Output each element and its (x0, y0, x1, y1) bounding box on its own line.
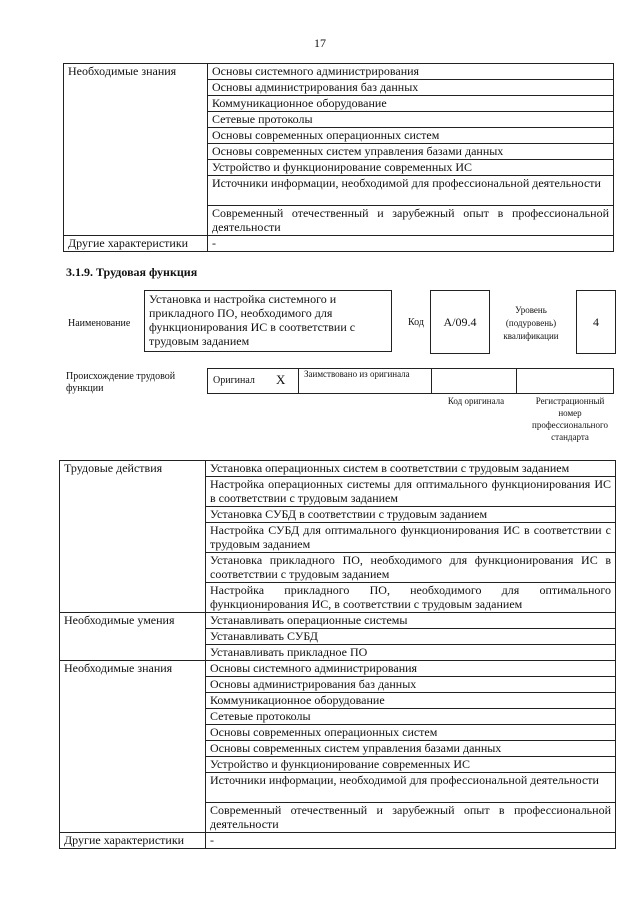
skill-item: Устанавливать операционные системы (206, 613, 616, 629)
name-label: Наименование (68, 318, 131, 329)
action-item: Настройка операционных системы для оптимального функционирования ИС в соответствии с трудовым заданием (206, 477, 616, 507)
code-original-label: Код оригинала (447, 396, 505, 406)
knowledge-label: Необходимые знания (64, 64, 208, 236)
knowledge-item: Источники информации, необходимой для профессиональной деятельности (208, 176, 614, 206)
action-item: Установка прикладного ПО, необходимого для функционирования ИС в соответствии с трудовым заданием (206, 553, 616, 583)
other-value: - (208, 236, 614, 252)
actions-label: Трудовые действия (60, 461, 206, 613)
knowledge-item: Основы современных систем управления базами данных (206, 741, 616, 757)
knowledge-item: Современный отечественный и зарубежный опыт в профессиональной деятельности (206, 803, 616, 833)
reg-number-box (516, 368, 614, 394)
other-label: Другие характеристики (60, 833, 206, 849)
function-name: Установка и настройка системного и прикладного ПО, необходимого для функционирования ИС в соответствии с трудовым заданием (144, 290, 392, 352)
original-mark: X (276, 372, 286, 387)
knowledge-label: Необходимые знания (60, 661, 206, 833)
knowledge-item: Сетевые протоколы (208, 112, 614, 128)
code-label: Код (408, 317, 424, 328)
borrowed-label: Заимствовано из оригинала (304, 369, 410, 379)
knowledge-item: Основы современных систем управления базами данных (208, 144, 614, 160)
knowledge-item: Сетевые протоколы (206, 709, 616, 725)
level-label: Уровень (подуровень) квалификации (503, 305, 559, 341)
action-item: Настройка СУБД для оптимального функционирования ИС в соответствии с трудовым заданием (206, 523, 616, 553)
section-title: 3.1.9. Трудовая функция (66, 265, 198, 279)
action-item: Установка СУБД в соответствии с трудовым заданием (206, 507, 616, 523)
knowledge-item: Основы администрирования баз данных (208, 80, 614, 96)
original-label: Оригинал (213, 375, 255, 386)
code-original-box (431, 368, 517, 394)
skill-item: Устанавливать СУБД (206, 629, 616, 645)
other-label: Другие характеристики (64, 236, 208, 252)
knowledge-item: Источники информации, необходимой для профессиональной деятельности (206, 773, 616, 803)
main-table (59, 460, 616, 849)
page-number: 17 (314, 36, 326, 50)
code-value: A/09.4 (430, 290, 490, 354)
action-item: Настройка прикладного ПО, необходимого для оптимального функционирования ИС, в соответствии с трудовым заданием (206, 583, 616, 613)
action-item: Установка операционных систем в соответствии с трудовым заданием (206, 461, 616, 477)
reg-number-label: Регистрационный номер профессионального стандарта (532, 396, 608, 442)
skills-label: Необходимые умения (60, 613, 206, 661)
knowledge-item: Коммуникационное оборудование (208, 96, 614, 112)
knowledge-item: Устройство и функционирование современных ИС (206, 757, 616, 773)
knowledge-item: Устройство и функционирование современных ИС (208, 160, 614, 176)
knowledge-item: Основы системного администрирования (206, 661, 616, 677)
knowledge-item: Основы администрирования баз данных (206, 677, 616, 693)
other-value: - (206, 833, 616, 849)
level-value: 4 (576, 290, 616, 354)
knowledge-item: Основы современных операционных систем (206, 725, 616, 741)
knowledge-item: Коммуникационное оборудование (206, 693, 616, 709)
knowledge-item: Основы системного администрирования (208, 64, 614, 80)
top-knowledge-table (63, 63, 614, 252)
knowledge-item: Современный отечественный и зарубежный опыт в профессиональной деятельности (208, 206, 614, 236)
origin-label: Происхождение трудовой функции (66, 371, 176, 394)
skill-item: Устанавливать прикладное ПО (206, 645, 616, 661)
knowledge-item: Основы современных операционных систем (208, 128, 614, 144)
